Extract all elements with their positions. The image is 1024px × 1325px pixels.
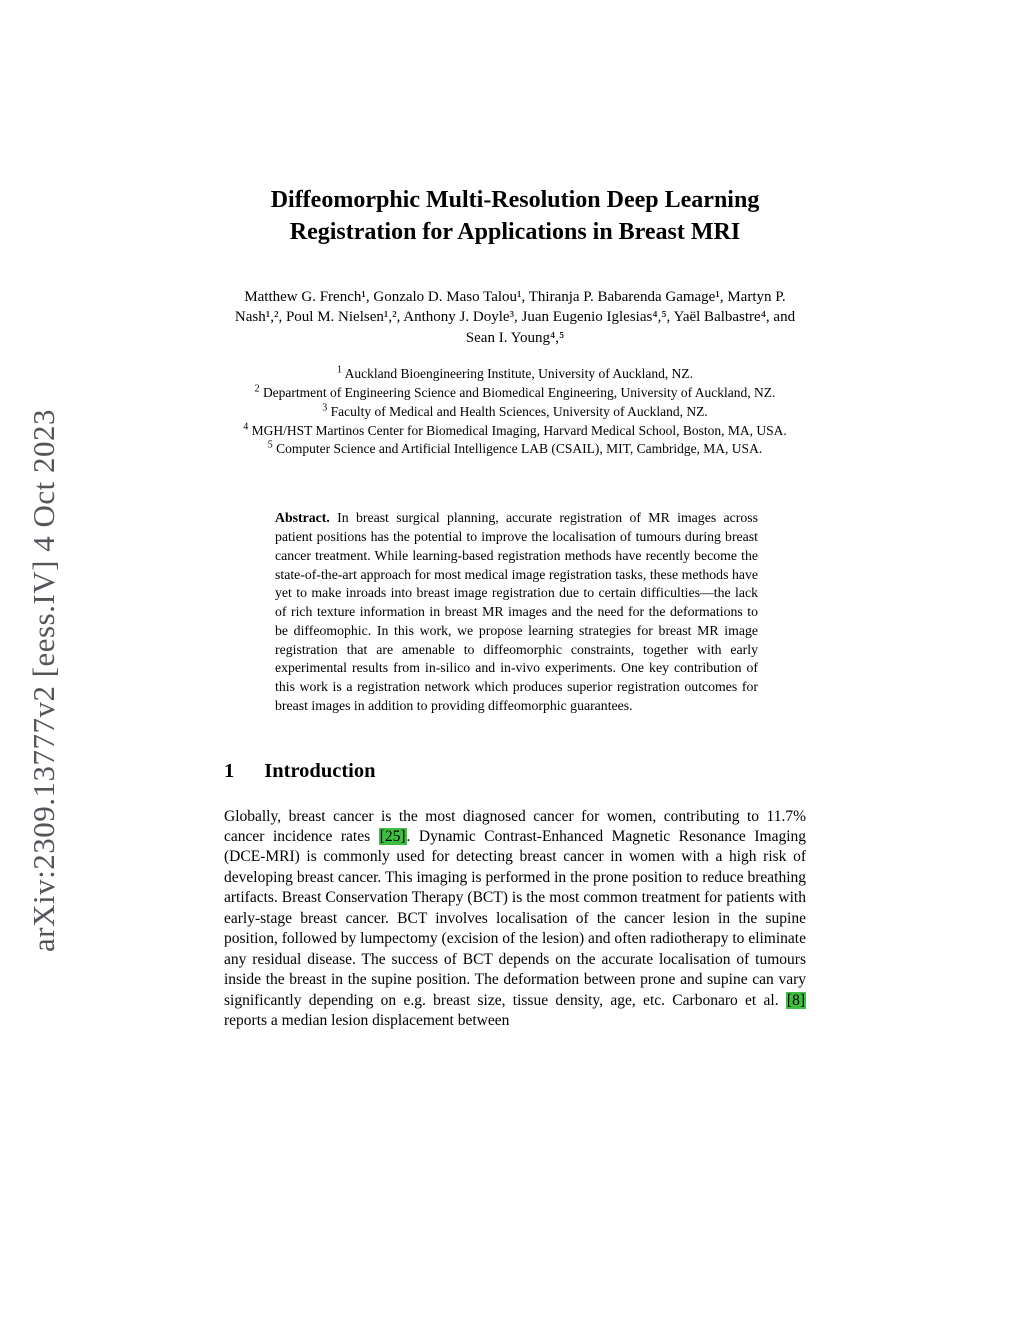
- abstract: [275, 509, 758, 715]
- section-1-heading: [224, 760, 806, 783]
- affiliation-2-sup: 2: [254, 383, 260, 395]
- intro-text-1: Globally, breast cancer is the most diagnosed cancer for women, contributing to 11.7% cancer incidence rates: [224, 807, 806, 845]
- affiliation-5: [224, 440, 806, 459]
- affiliation-1-sup: 1: [337, 364, 343, 376]
- citation-link-25[interactable]: [25]: [379, 828, 406, 845]
- affiliation-3: [224, 403, 806, 422]
- intro-paragraph: [224, 807, 806, 1032]
- abstract-label: Abstract.: [275, 510, 330, 526]
- arxiv-watermark: arXiv:2309.13777v2 [eess.IV] 4 Oct 2023: [26, 409, 61, 952]
- intro-text-2: . Dynamic Contrast-Enhanced Magnetic Resonance Imaging (DCE-MRI) is commonly used for detecting breast cancer in women with a high risk of developing breast cancer. This imaging is performed in the prone position to reduce breathing artifacts. Breast Conservation Therapy (BCT) is the most common treatment for patients with early-stage breast cancer. BCT involves localisation of the cancer lesion in the supine position, followed by lumpectomy (excision of the lesion) and often radiotherapy to eliminate any residual disease. The success of BCT depends on the accurate localisation of tumours inside the breast in the supine position. The deformation between prone and supine can vary significantly depending on e.g. breast size, tissue density, age, etc. Carbonaro et al.: [224, 828, 807, 1009]
- affiliation-2: [224, 384, 806, 403]
- affiliation-1: [224, 365, 806, 384]
- section-1-number: 1: [224, 759, 235, 782]
- section-1-title: Introduction: [264, 759, 376, 782]
- affiliation-2-text: Department of Engineering Science and Biomedical Engineering, University of Auckland, NZ.: [262, 384, 776, 400]
- affiliation-1-text: Auckland Bioengineering Institute, University of Auckland, NZ.: [344, 365, 693, 381]
- title-line-2: Registration for Applications in Breast MRI: [289, 219, 741, 246]
- affiliation-4-text: MGH/HST Martinos Center for Biomedical Imaging, Harvard Medical School, Boston, MA, USA.: [251, 422, 787, 438]
- abstract-text: In breast surgical planning, accurate registration of MR images across patient positions has the potential to improve the localisation of tumours during breast cancer treatment. While learning-based registration methods have recently become the state-of-the-art approach for most medical image registration tasks, these methods have yet to make inroads into breast image registration due to certain difficulties—the lack of rich texture information in breast MR images and the need for the deformations to be diffeomophic. In this work, we propose learning strategies for breast MR image registration that are amenable to diffeomorphic constraints, together with early experimental results from in-silico and in-vivo experiments. One key contribution of this work is a registration network which produces superior registration outcomes for breast images in addition to providing diffeomorphic guarantees.: [275, 510, 758, 713]
- affiliation-3-sup: 3: [322, 402, 328, 414]
- paper-title: [224, 184, 806, 249]
- author-list: Matthew G. French¹, Gonzalo D. Maso Talou¹, Thiranja P. Babarenda Gamage¹, Martyn P. Nash¹,², Poul M. Nielsen¹,², Anthony J. Doyle³, Juan Eugenio Iglesias⁴,⁵, Yaël Balbastre⁴, and Sean I. Young⁴,⁵: [234, 288, 796, 347]
- intro-text-3: reports a median lesion displacement between: [224, 1012, 510, 1030]
- title-line-1: Diffeomorphic Multi-Resolution Deep Learning: [270, 187, 760, 213]
- affiliation-list: [224, 365, 806, 459]
- affiliation-5-sup: 5: [267, 439, 273, 451]
- affiliation-3-text: Faculty of Medical and Health Sciences, University of Auckland, NZ.: [330, 403, 708, 419]
- citation-link-8[interactable]: [8]: [786, 991, 805, 1009]
- affiliation-4-sup: 4: [243, 421, 249, 433]
- affiliation-4: [224, 422, 806, 441]
- affiliation-5-text: Computer Science and Artificial Intelligence LAB (CSAIL), MIT, Cambridge, MA, USA.: [276, 441, 763, 457]
- paper-content: [224, 0, 806, 1032]
